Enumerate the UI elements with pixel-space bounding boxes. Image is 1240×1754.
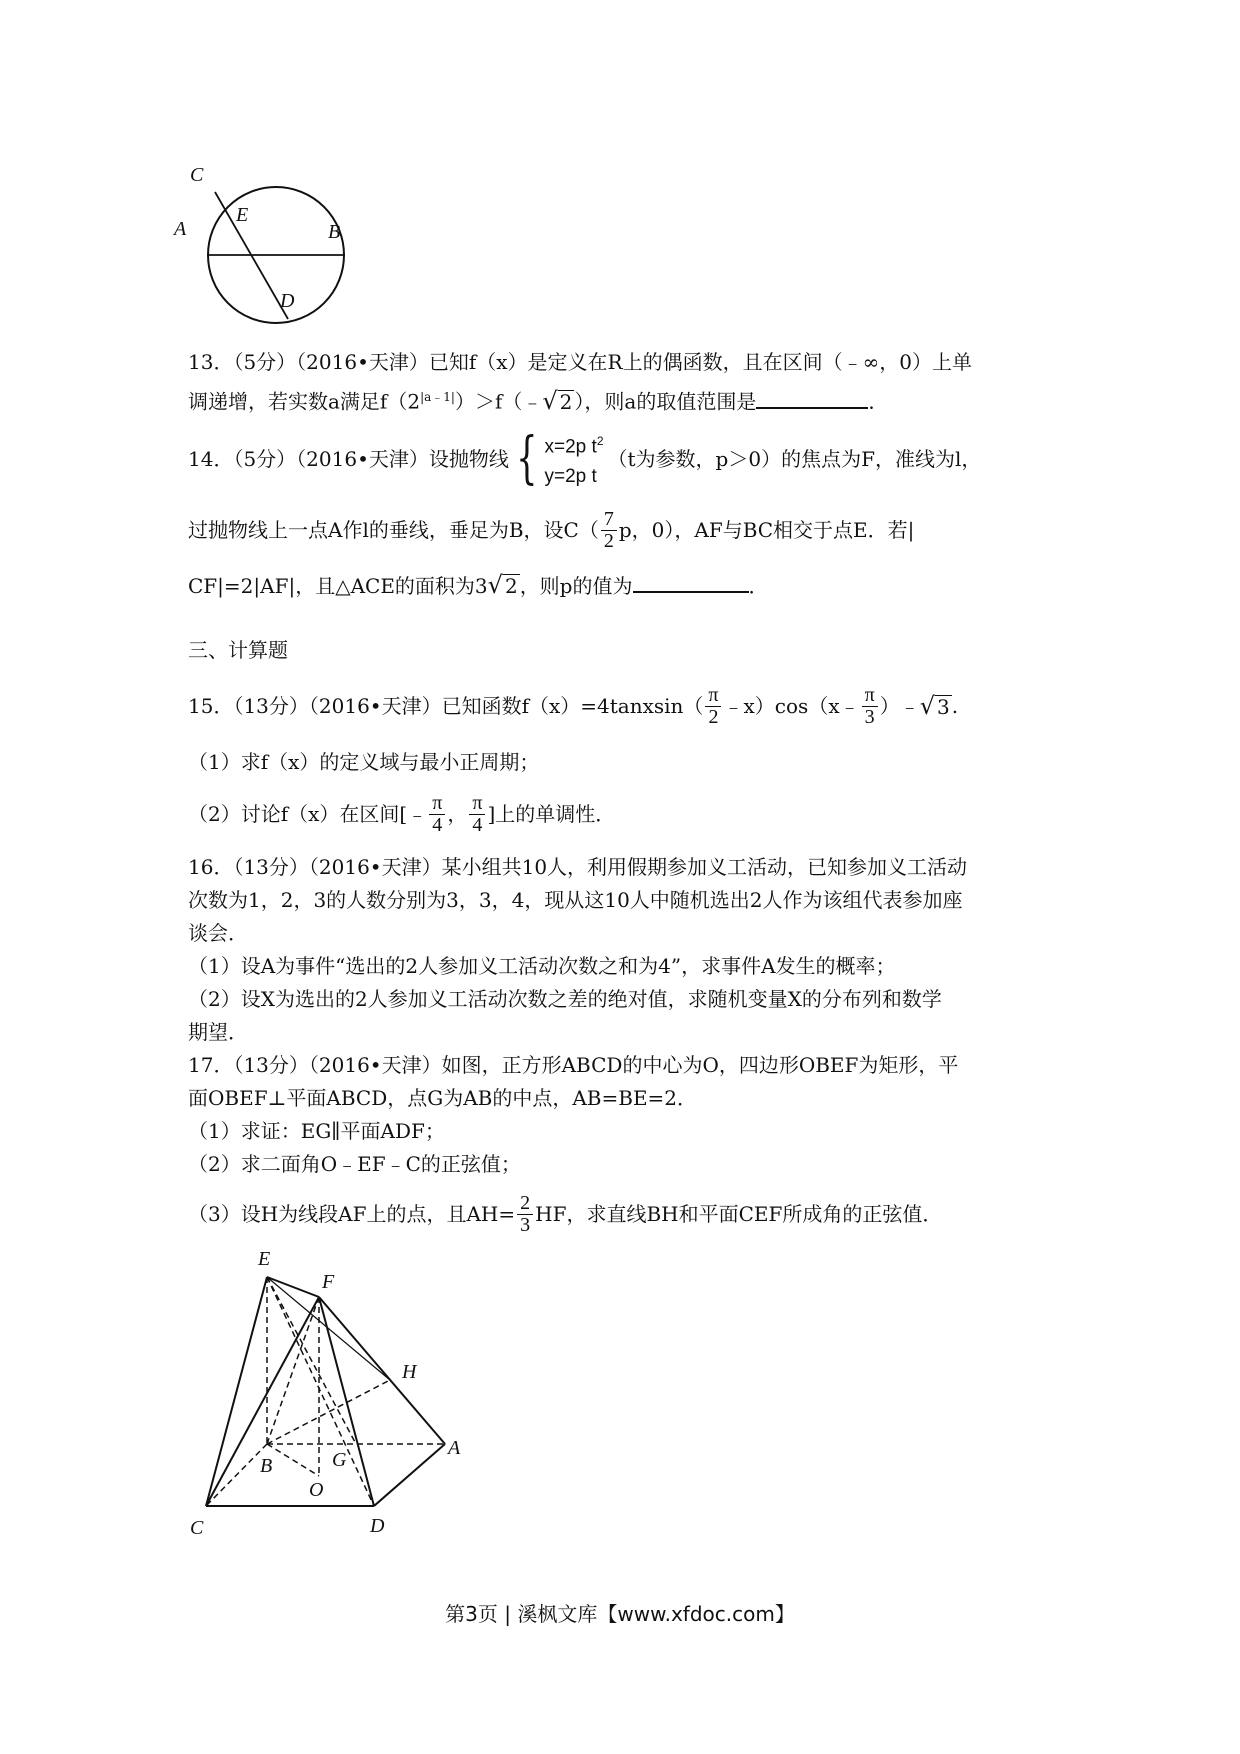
q15-text-c: ）﹣ xyxy=(879,694,920,718)
q15-part2 xyxy=(188,788,615,840)
q13-answer-blank[interactable] xyxy=(756,385,868,409)
q14-end: ． xyxy=(748,574,769,598)
q14-rest: （t为参数，p＞0）的焦点为F，准线为l， xyxy=(607,447,982,471)
q17-part1: （1）求证：EG∥平面ADF； xyxy=(188,1119,445,1143)
q17-part3 xyxy=(188,1188,942,1240)
q14-parametric-system: { x=2p $t^2$ y=2p t xyxy=(516,426,604,491)
q15-p2-text-a: （2）讨论f（x）在区间[﹣ xyxy=(188,802,428,826)
q15-fraction-1: $\frac{\pi}{2}$ xyxy=(705,685,721,728)
q15-p2-fraction-1: $\frac{\pi}{4}$ xyxy=(429,793,445,836)
q15-p2-comma: ， xyxy=(447,802,468,826)
edge-ed xyxy=(267,1277,374,1506)
q15-text-b: ﹣x）cos（x﹣ xyxy=(723,694,860,718)
q17-p3-fraction: $\frac{2}{3}$ xyxy=(517,1193,533,1236)
q17-line1: 17．（13分）（2016•天津）如图，正方形ABCD的中心为O，四边形OBEF为矩形，平 xyxy=(188,1053,959,1077)
solid-figure xyxy=(180,1250,480,1550)
q15-end: . xyxy=(951,694,959,718)
q16-line3: 谈会． xyxy=(188,921,248,945)
q17-p3-text-a: （3）设H为线段AF上的点，且AH= xyxy=(188,1202,516,1226)
q14-answer-blank[interactable] xyxy=(633,569,749,593)
edge-bh xyxy=(267,1380,390,1444)
q13-text-b: ）＞f（﹣ xyxy=(454,389,543,414)
q13-line2 xyxy=(188,383,888,416)
label-d: D xyxy=(370,1515,385,1537)
q13-line1: 13．（5分）（2016•天津）已知f（x）是定义在R上的偶函数，且在区间（﹣∞，0）上单 xyxy=(188,350,972,374)
q17-p3-text-b: HF，求直线BH和平面CEF所成角的正弦值． xyxy=(535,1202,943,1226)
label-c: C xyxy=(190,164,204,186)
q14-text-b: p，0），AF与BC相交于点E．若| xyxy=(618,518,915,542)
q15-part1: （1）求f（x）的定义域与最小正周期； xyxy=(188,750,540,774)
label-a: A xyxy=(448,1437,461,1459)
q16-part2-cont: 期望． xyxy=(188,1020,248,1044)
section-heading: 三、计算题 xyxy=(188,638,288,662)
label-e: E xyxy=(236,204,249,226)
label-b: B xyxy=(260,1455,273,1477)
q14-text-c: CF|=2|AF|，且△ACE的面积为3 xyxy=(188,574,488,598)
q13-text-c: ），则a的取值范围是 xyxy=(574,389,757,414)
q15-line1 xyxy=(188,680,958,732)
q15-p2-text-b: ]上的单调性． xyxy=(487,802,616,826)
q16-part1: （1）设A为事件“选出的2人参加义工活动次数之和为4”，求事件A发生的概率； xyxy=(188,954,896,978)
label-o: O xyxy=(309,1479,324,1501)
q13-end: ． xyxy=(868,389,889,414)
edge-bo xyxy=(267,1444,319,1476)
q14-sqrt: √ 2 xyxy=(487,571,518,599)
q13-sqrt: √ 2 xyxy=(542,386,573,415)
label-g: G xyxy=(332,1449,347,1471)
q16-part2: （2）设X为选出的2人参加义工活动次数之差的绝对值，求随机变量X的分布列和数学 xyxy=(188,987,942,1011)
edge-da xyxy=(374,1444,445,1506)
q14-intro: 14．（5分）（2016•天津）设抛物线 xyxy=(188,447,509,471)
q14-sys-row1: x=2p $t^2$ xyxy=(544,433,604,458)
circle-figure xyxy=(174,164,380,352)
edge-ec xyxy=(206,1277,267,1506)
label-d: D xyxy=(280,290,295,312)
q16-line2: 次数为1，2，3的人数分别为3，3，4，现从这10人中随机选出2人作为该组代表参加座 xyxy=(188,888,963,912)
label-a: A xyxy=(174,218,187,240)
q14-text-a: 过抛物线上一点A作l的垂线，垂足为B，设C（ xyxy=(188,518,599,542)
q14-text-d: ，则p的值为 xyxy=(519,574,633,598)
q16-line1: 16．（13分）（2016•天津）某小组共10人，利用假期参加义工活动，已知参加义工活动 xyxy=(188,855,968,879)
edge-eg xyxy=(267,1277,356,1444)
q13-text-a: 调递增，若实数a满足f（2 xyxy=(188,389,421,414)
q14-fraction: $\frac{7}{2}$ xyxy=(601,509,617,552)
label-b: B xyxy=(328,221,341,243)
q14-sys-row2: y=2p t xyxy=(544,466,597,488)
q15-sqrt: √ 3 xyxy=(919,692,950,720)
q14-line3 xyxy=(188,569,769,600)
label-c: C xyxy=(190,1517,204,1539)
q17-part2: （2）求二面角O﹣EF﹣C的正弦值； xyxy=(188,1152,521,1176)
label-f: F xyxy=(322,1271,335,1293)
q15-p2-fraction-2: $\frac{\pi}{4}$ xyxy=(469,793,485,836)
q14-line2 xyxy=(188,505,914,555)
edge-ef xyxy=(267,1277,319,1297)
q15-text-a: 15．（13分）（2016•天津）已知函数f（x）=4tanxsin（ xyxy=(188,694,704,718)
q17-line2: 面OBEF⊥平面ABCD，点G为AB的中点，AB=BE=2． xyxy=(188,1086,698,1110)
q14-line1 xyxy=(188,427,981,491)
label-e: E xyxy=(258,1248,271,1270)
page-footer: 第3页 | 溪枫文库【www.xfdoc.com】 xyxy=(445,1602,795,1626)
q13-exponent: |a﹣1| xyxy=(420,390,455,404)
q15-fraction-2: $\frac{\pi}{3}$ xyxy=(862,685,878,728)
label-h: H xyxy=(402,1361,417,1383)
